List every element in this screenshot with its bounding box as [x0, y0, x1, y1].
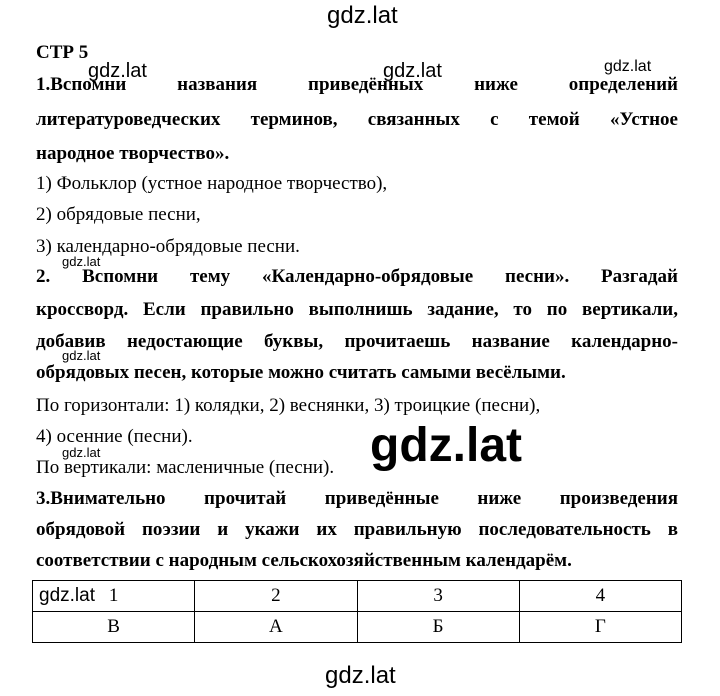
- table-header-cell: [33, 581, 195, 612]
- task1-word: определений: [568, 74, 678, 95]
- task1-line3: народное творчество».: [36, 143, 230, 164]
- task2-answer-3: По вертикали: масленичные (песни).: [36, 457, 335, 478]
- table-value-3: Б: [432, 616, 444, 637]
- task1-word: ниже: [474, 74, 518, 95]
- table-cell: [33, 612, 195, 643]
- task3-line2: обрядовой поэзии и укажи их правильную последовательность в: [36, 519, 678, 540]
- table-header-1: 1: [108, 585, 119, 606]
- watermark-task2: gdz.lat: [62, 348, 101, 363]
- table-header-cell: [195, 581, 357, 612]
- table-row: [33, 612, 682, 643]
- task1-word: приведённых: [308, 74, 424, 95]
- watermark-big: gdz.lat: [370, 419, 522, 472]
- watermark-table: gdz.lat: [39, 585, 95, 606]
- watermark-top: gdz.lat: [327, 2, 398, 29]
- task1-answer-2: 2) обрядовые песни,: [36, 204, 201, 225]
- task1-word: названия: [177, 74, 258, 95]
- table-cell: [519, 612, 681, 643]
- watermark-item3: gdz.lat: [62, 254, 101, 269]
- table-row: [33, 581, 682, 612]
- table-header-4: 4: [595, 585, 606, 606]
- watermark-row1-left: gdz.lat: [88, 60, 147, 82]
- answer-table: [32, 580, 682, 643]
- watermark-bottom: gdz.lat: [325, 662, 396, 689]
- table-cell: [357, 612, 519, 643]
- table-value-1: В: [107, 616, 120, 637]
- task1-line2: литературоведческих терминов, связанных с темой «Устное: [36, 109, 678, 130]
- table-header-cell: [519, 581, 681, 612]
- task3-line3: соответствии с народным сельскохозяйственным календарём.: [36, 550, 572, 571]
- task2-line4: обрядовых песен, которые можно считать самыми весёлыми.: [36, 362, 566, 383]
- task1-answer-1: 1) Фольклор (устное народное творчество),: [36, 173, 388, 194]
- task3-line1: 3.Внимательно прочитай приведённые ниже произведения: [36, 488, 678, 509]
- task2-answer-2: 4) осенние (песни).: [36, 426, 193, 447]
- table-value-2: А: [269, 616, 283, 637]
- table-header-3: 3: [433, 585, 443, 606]
- task2-answer-1: По горизонтали: 1) колядки, 2) веснянки, 3) троицкие (песни),: [36, 395, 541, 416]
- table-header-cell: [357, 581, 519, 612]
- task2-line1: 2. Вспомни тему «Календарно-обрядовые песни». Разгадай: [36, 266, 678, 287]
- table-header-2: 2: [271, 585, 281, 606]
- task1-word: 1.Вспомни: [36, 74, 127, 95]
- table-cell: [195, 612, 357, 643]
- task1-answer-3: 3) календарно-обрядовые песни.: [36, 236, 300, 257]
- page-label: СТР 5: [36, 42, 89, 63]
- table-value-4: Г: [594, 616, 606, 637]
- watermark-row1-right: gdz.lat: [604, 58, 652, 75]
- watermark-row1-mid: gdz.lat: [383, 60, 442, 82]
- task2-line2: кроссворд. Если правильно выполнишь задание, то по вертикали,: [36, 299, 678, 320]
- watermark-vertical: gdz.lat: [62, 445, 101, 460]
- task2-line3: добавив недостающие буквы, прочитаешь название календарно-: [36, 331, 678, 352]
